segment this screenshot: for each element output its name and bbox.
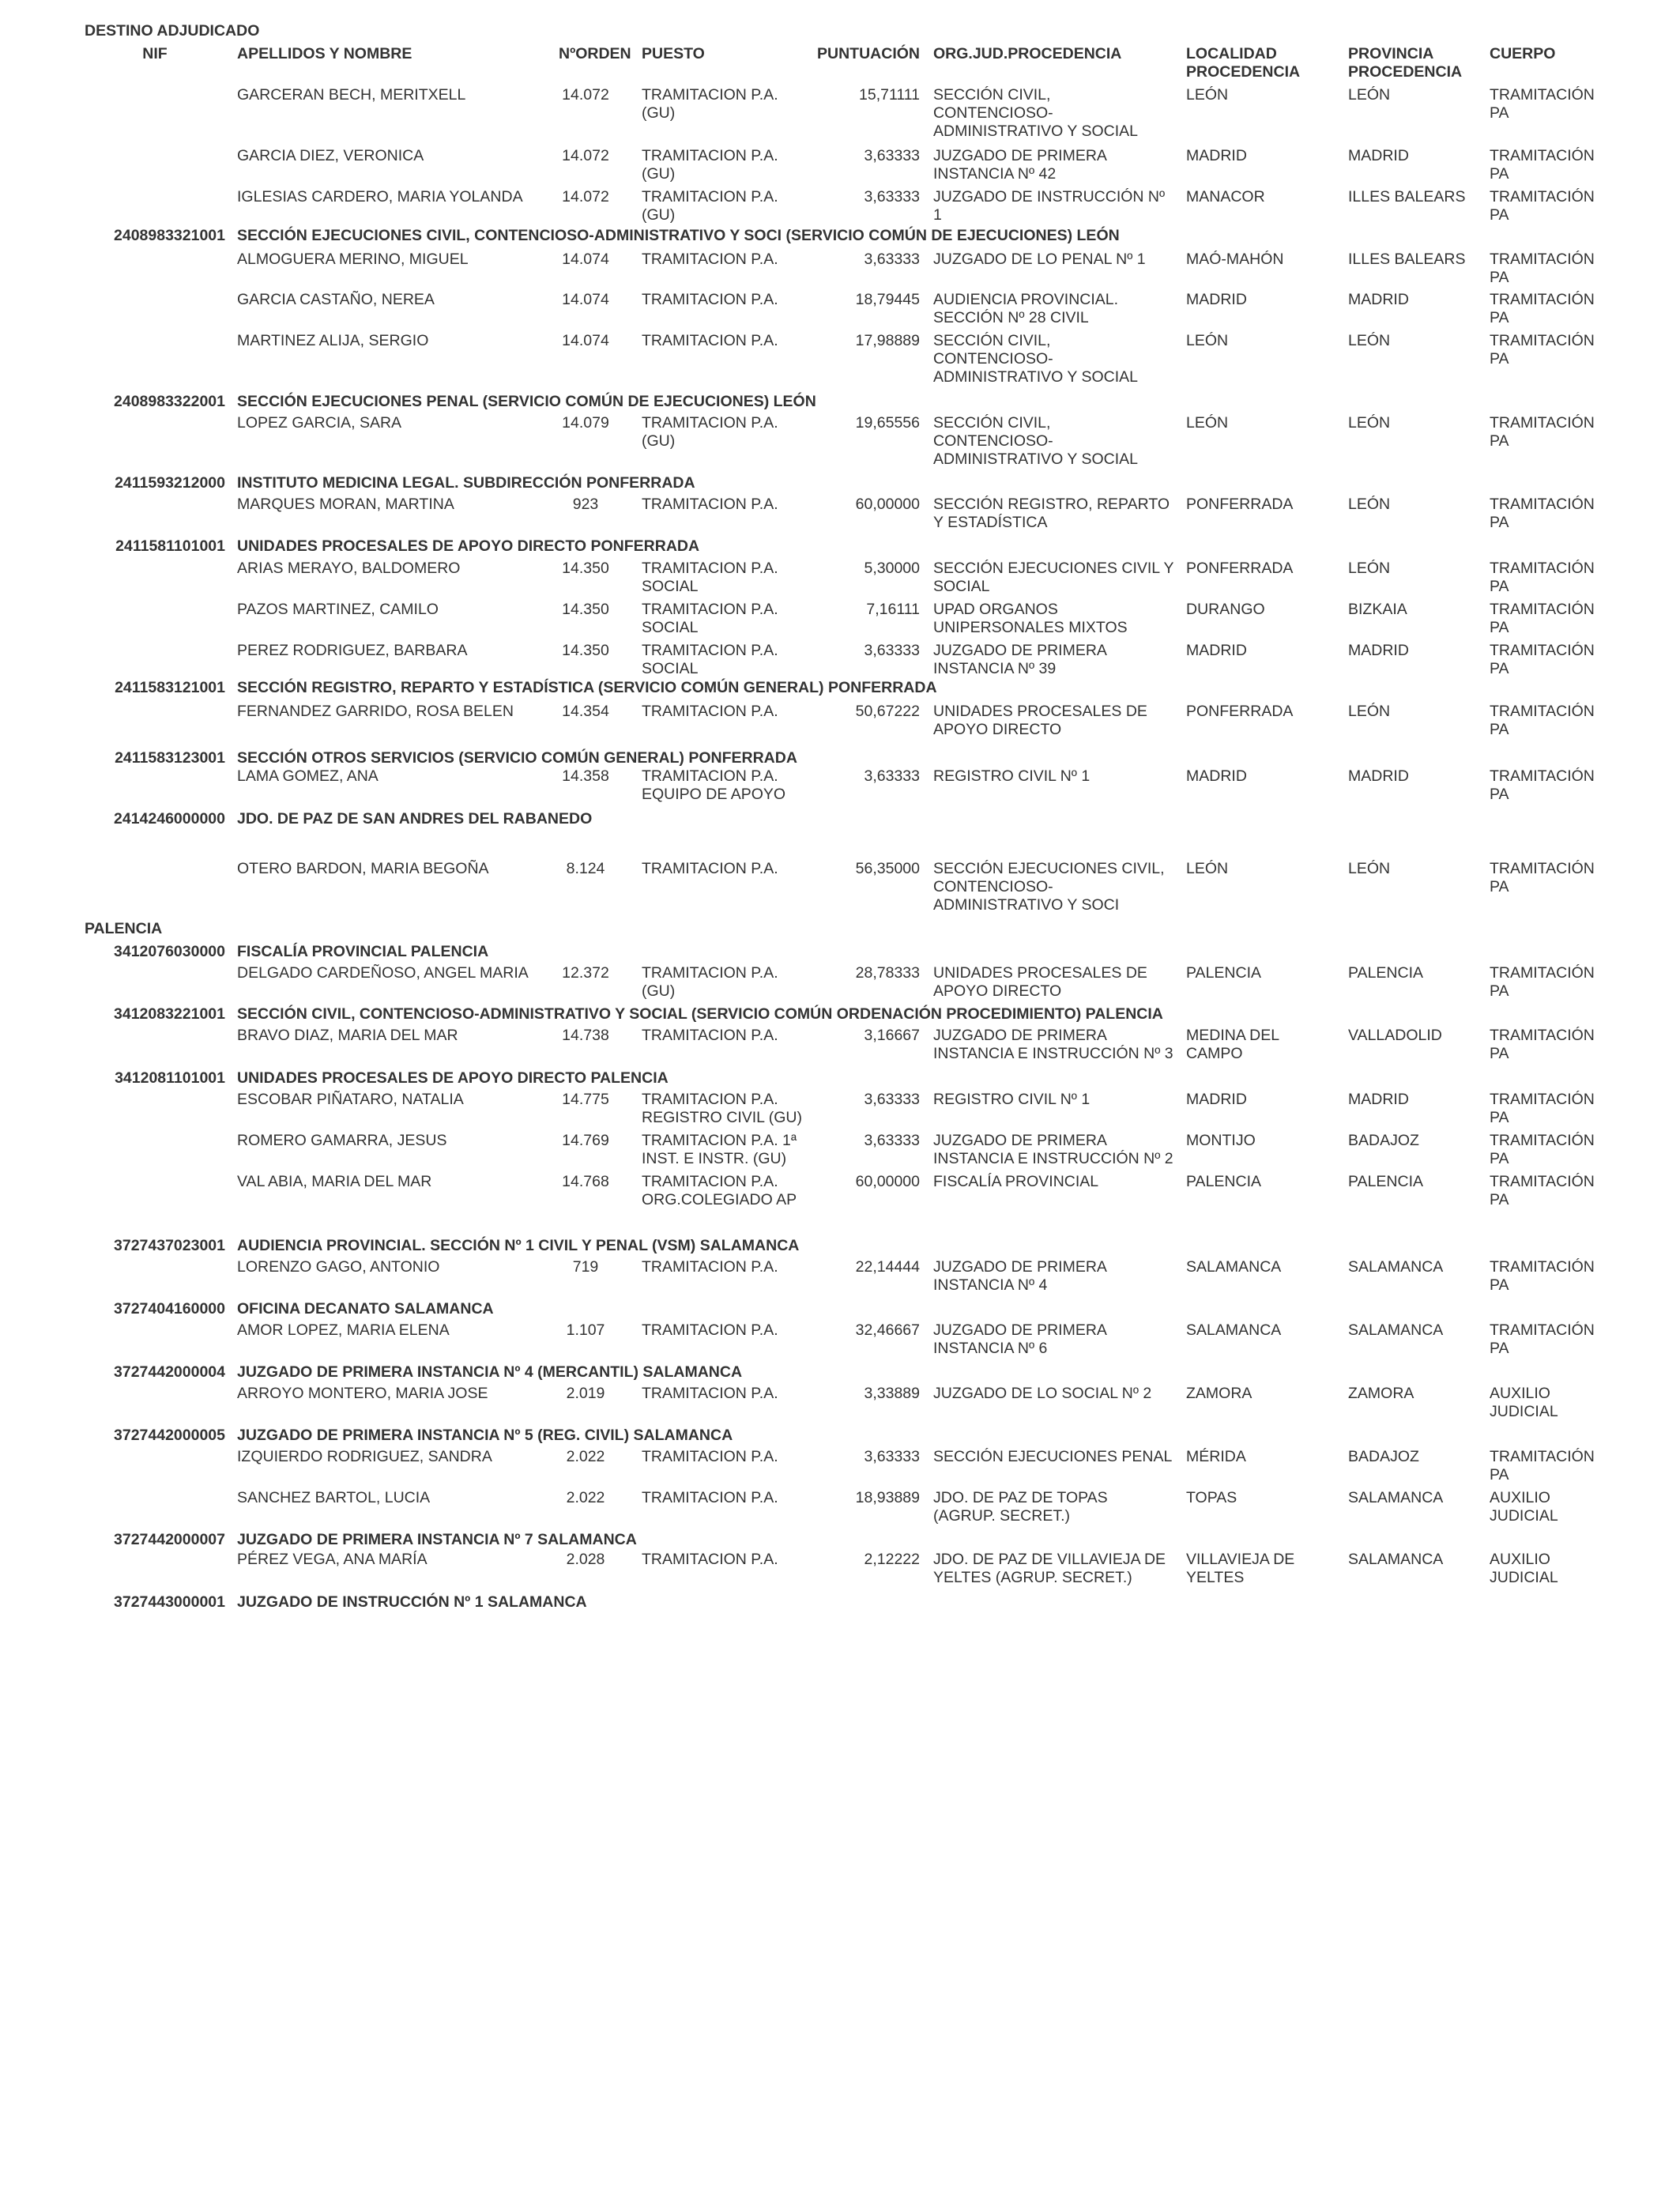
cell-cuerpo: TRAMITACIÓN PA — [1490, 147, 1595, 183]
destino-name: JUZGADO DE PRIMERA INSTANCIA Nº 4 (MERCANTIL) SALAMANCA — [237, 1363, 743, 1381]
cell-puesto: TRAMITACION P.A. (GU) — [642, 414, 778, 450]
cell-org: SECCIÓN CIVIL, CONTENCIOSO- ADMINISTRATIVO Y SOCIAL — [933, 332, 1138, 386]
cell-org: JUZGADO DE PRIMERA INSTANCIA E INSTRUCCIÓN Nº 2 — [933, 1132, 1173, 1167]
cell-localidad: VILLAVIEJA DE YELTES — [1186, 1551, 1295, 1586]
cell-org: AUDIENCIA PROVINCIAL. SECCIÓN Nº 28 CIVIL — [933, 291, 1119, 326]
cell-puesto: TRAMITACION P.A. — [642, 1448, 778, 1465]
cell-puntuacion: 19,65556 — [855, 414, 920, 432]
cell-puntuacion: 3,63333 — [864, 642, 920, 659]
cell-orden: 14.768 — [562, 1173, 609, 1190]
cell-orden: 14.079 — [562, 414, 609, 432]
destino-code: 3727442000004 — [114, 1363, 225, 1381]
cell-nombre: IGLESIAS CARDERO, MARIA YOLANDA — [237, 188, 523, 205]
cell-puntuacion: 3,33889 — [864, 1385, 920, 1402]
cell-orden: 1.107 — [566, 1321, 605, 1339]
cell-puesto: TRAMITACION P.A. — [642, 703, 778, 720]
cell-puesto: TRAMITACION P.A. SOCIAL — [642, 601, 778, 636]
cell-puntuacion: 15,71111 — [859, 86, 920, 104]
cell-puesto: TRAMITACION P.A. — [642, 496, 778, 513]
cell-orden: 14.350 — [562, 642, 609, 659]
column-header-puntuacion: PUNTUACIÓN — [817, 45, 920, 62]
cell-orden: 12.372 — [562, 964, 609, 982]
cell-cuerpo: TRAMITACIÓN PA — [1490, 332, 1595, 368]
cell-cuerpo: TRAMITACIÓN PA — [1490, 1173, 1595, 1208]
cell-provincia: VALLADOLID — [1348, 1027, 1442, 1044]
cell-localidad: PONFERRADA — [1186, 496, 1294, 513]
cell-orden: 14.072 — [562, 147, 609, 164]
cell-provincia: ZAMORA — [1348, 1385, 1414, 1402]
destino-code: 3727442000005 — [114, 1427, 225, 1444]
cell-puntuacion: 7,16111 — [866, 601, 920, 618]
cell-puesto: TRAMITACION P.A. (GU) — [642, 964, 778, 1000]
destino-name: SECCIÓN EJECUCIONES CIVIL, CONTENCIOSO-ADMINISTRATIVO Y SOCI (SERVICIO COMÚN DE EJECUCIONES) LEÓN — [237, 227, 1120, 244]
cell-puesto: TRAMITACION P.A. — [642, 1321, 778, 1339]
cell-cuerpo: AUXILIO JUDICIAL — [1490, 1551, 1558, 1586]
cell-provincia: LEÓN — [1348, 414, 1391, 432]
cell-puntuacion: 50,67222 — [855, 703, 920, 720]
cell-nombre: AMOR LOPEZ, MARIA ELENA — [237, 1321, 450, 1339]
cell-orden: 2.028 — [566, 1551, 605, 1568]
column-header-puesto: PUESTO — [642, 45, 705, 62]
cell-org: JUZGADO DE LO PENAL Nº 1 — [933, 251, 1146, 268]
cell-org: SECCIÓN REGISTRO, REPARTO Y ESTADÍSTICA — [933, 496, 1170, 531]
destino-name: INSTITUTO MEDICINA LEGAL. SUBDIRECCIÓN PONFERRADA — [237, 474, 695, 492]
cell-provincia: SALAMANCA — [1348, 1551, 1444, 1568]
cell-localidad: MEDINA DEL CAMPO — [1186, 1027, 1280, 1062]
cell-nombre: SANCHEZ BARTOL, LUCIA — [237, 1489, 431, 1506]
cell-puntuacion: 22,14444 — [855, 1258, 920, 1276]
cell-localidad: LEÓN — [1186, 860, 1229, 877]
cell-provincia: PALENCIA — [1348, 964, 1424, 982]
cell-puesto: TRAMITACION P.A. — [642, 1258, 778, 1276]
cell-nombre: PAZOS MARTINEZ, CAMILO — [237, 601, 439, 618]
cell-orden: 719 — [572, 1258, 599, 1276]
cell-cuerpo: TRAMITACIÓN PA — [1490, 291, 1595, 326]
cell-provincia: SALAMANCA — [1348, 1258, 1444, 1276]
cell-orden: 14.354 — [562, 703, 609, 720]
cell-localidad: MADRID — [1186, 642, 1247, 659]
cell-cuerpo: TRAMITACIÓN PA — [1490, 1321, 1595, 1357]
destino-name: SECCIÓN OTROS SERVICIOS (SERVICIO COMÚN GENERAL) PONFERRADA — [237, 749, 797, 767]
cell-org: JDO. DE PAZ DE TOPAS (AGRUP. SECRET.) — [933, 1489, 1108, 1525]
cell-cuerpo: TRAMITACIÓN PA — [1490, 188, 1595, 224]
cell-cuerpo: TRAMITACIÓN PA — [1490, 1448, 1595, 1483]
cell-nombre: ESCOBAR PIÑATARO, NATALIA — [237, 1091, 464, 1108]
cell-localidad: PONFERRADA — [1186, 703, 1294, 720]
destino-code: 3412083221001 — [114, 1005, 225, 1023]
cell-puntuacion: 32,46667 — [855, 1321, 920, 1339]
cell-puntuacion: 56,35000 — [855, 860, 920, 877]
destino-name: SECCIÓN CIVIL, CONTENCIOSO-ADMINISTRATIVO Y SOCIAL (SERVICIO COMÚN ORDENACIÓN PROCEDIMIENTO) PALENCIA — [237, 1005, 1163, 1023]
destino-code: 3727437023001 — [114, 1237, 225, 1254]
cell-localidad: MADRID — [1186, 291, 1247, 308]
cell-cuerpo: TRAMITACIÓN PA — [1490, 1258, 1595, 1294]
cell-org: JUZGADO DE LO SOCIAL Nº 2 — [933, 1385, 1152, 1402]
cell-orden: 14.072 — [562, 86, 609, 104]
cell-provincia: SALAMANCA — [1348, 1489, 1444, 1506]
cell-cuerpo: TRAMITACIÓN PA — [1490, 642, 1595, 677]
cell-nombre: IZQUIERDO RODRIGUEZ, SANDRA — [237, 1448, 492, 1465]
province-heading: PALENCIA — [85, 920, 163, 937]
cell-provincia: BADAJOZ — [1348, 1448, 1419, 1465]
cell-nombre: GARCIA DIEZ, VERONICA — [237, 147, 424, 164]
cell-localidad: LEÓN — [1186, 332, 1229, 349]
cell-orden: 14.350 — [562, 560, 609, 577]
destino-code: 3727404160000 — [114, 1300, 225, 1318]
cell-cuerpo: TRAMITACIÓN PA — [1490, 251, 1595, 286]
destino-name: AUDIENCIA PROVINCIAL. SECCIÓN Nº 1 CIVIL Y PENAL (VSM) SALAMANCA — [237, 1237, 800, 1254]
column-header-cuerpo: CUERPO — [1490, 45, 1556, 62]
cell-cuerpo: AUXILIO JUDICIAL — [1490, 1489, 1558, 1525]
cell-org: REGISTRO CIVIL Nº 1 — [933, 767, 1090, 785]
cell-cuerpo: TRAMITACIÓN PA — [1490, 860, 1595, 895]
column-header-localidad: LOCALIDAD PROCEDENCIA — [1186, 45, 1301, 81]
cell-nombre: LOPEZ GARCIA, SARA — [237, 414, 402, 432]
cell-provincia: LEÓN — [1348, 560, 1391, 577]
column-header-org: ORG.JUD.PROCEDENCIA — [933, 45, 1122, 62]
cell-puntuacion: 60,00000 — [855, 496, 920, 513]
cell-localidad: DURANGO — [1186, 601, 1265, 618]
cell-puesto: TRAMITACION P.A. — [642, 1385, 778, 1402]
cell-localidad: PALENCIA — [1186, 964, 1262, 982]
cell-nombre: LAMA GOMEZ, ANA — [237, 767, 379, 785]
cell-org: UPAD ORGANOS UNIPERSONALES MIXTOS — [933, 601, 1128, 636]
column-header-provincia: PROVINCIA PROCEDENCIA — [1348, 45, 1463, 81]
cell-provincia: LEÓN — [1348, 860, 1391, 877]
destino-code: 2414246000000 — [114, 810, 225, 827]
cell-nombre: MARQUES MORAN, MARTINA — [237, 496, 454, 513]
destino-code: 2411581101001 — [115, 537, 225, 555]
cell-cuerpo: TRAMITACIÓN PA — [1490, 601, 1595, 636]
cell-puntuacion: 3,63333 — [864, 767, 920, 785]
destino-name: SECCIÓN EJECUCIONES PENAL (SERVICIO COMÚN DE EJECUCIONES) LEÓN — [237, 393, 816, 410]
cell-cuerpo: TRAMITACIÓN PA — [1490, 1132, 1595, 1167]
destino-code: 3412076030000 — [114, 943, 225, 960]
destino-code: 2411583123001 — [115, 749, 225, 767]
cell-cuerpo: TRAMITACIÓN PA — [1490, 964, 1595, 1000]
cell-localidad: MADRID — [1186, 1091, 1247, 1108]
cell-nombre: ROMERO GAMARRA, JESUS — [237, 1132, 447, 1149]
cell-orden: 2.022 — [566, 1489, 605, 1506]
cell-cuerpo: TRAMITACIÓN PA — [1490, 414, 1595, 450]
cell-puesto: TRAMITACION P.A. — [642, 332, 778, 349]
cell-puesto: TRAMITACION P.A. — [642, 291, 778, 308]
cell-orden: 2.022 — [566, 1448, 605, 1465]
cell-puesto: TRAMITACION P.A. 1ª INST. E INSTR. (GU) — [642, 1132, 797, 1167]
cell-provincia: ILLES BALEARS — [1348, 188, 1466, 205]
cell-localidad: MADRID — [1186, 767, 1247, 785]
cell-nombre: DELGADO CARDEÑOSO, ANGEL MARIA — [237, 964, 529, 982]
cell-org: UNIDADES PROCESALES DE APOYO DIRECTO — [933, 703, 1147, 738]
cell-nombre: GARCERAN BECH, MERITXELL — [237, 86, 466, 104]
destino-name: UNIDADES PROCESALES DE APOYO DIRECTO PALENCIA — [237, 1069, 669, 1087]
cell-puesto: TRAMITACION P.A. — [642, 860, 778, 877]
cell-provincia: LEÓN — [1348, 496, 1391, 513]
cell-org: JDO. DE PAZ DE VILLAVIEJA DE YELTES (AGRUP. SECRET.) — [933, 1551, 1166, 1586]
cell-puntuacion: 17,98889 — [855, 332, 920, 349]
cell-orden: 14.775 — [562, 1091, 609, 1108]
cell-nombre: OTERO BARDON, MARIA BEGOÑA — [237, 860, 489, 877]
cell-orden: 14.738 — [562, 1027, 609, 1044]
cell-nombre: LORENZO GAGO, ANTONIO — [237, 1258, 440, 1276]
cell-cuerpo: TRAMITACIÓN PA — [1490, 1027, 1595, 1062]
cell-puesto: TRAMITACION P.A. (GU) — [642, 86, 778, 122]
cell-provincia: MADRID — [1348, 147, 1409, 164]
cell-puesto: TRAMITACION P.A. — [642, 1489, 778, 1506]
cell-localidad: ZAMORA — [1186, 1385, 1252, 1402]
cell-puntuacion: 18,79445 — [855, 291, 920, 308]
cell-puntuacion: 60,00000 — [855, 1173, 920, 1190]
cell-org: JUZGADO DE PRIMERA INSTANCIA Nº 39 — [933, 642, 1107, 677]
destino-code: 3727443000001 — [114, 1593, 225, 1611]
cell-provincia: BADAJOZ — [1348, 1132, 1419, 1149]
cell-puntuacion: 3,16667 — [864, 1027, 920, 1044]
cell-provincia: MADRID — [1348, 642, 1409, 659]
cell-nombre: ARIAS MERAYO, BALDOMERO — [237, 560, 461, 577]
cell-puntuacion: 3,63333 — [864, 251, 920, 268]
cell-nombre: ALMOGUERA MERINO, MIGUEL — [237, 251, 469, 268]
cell-puntuacion: 3,63333 — [864, 147, 920, 164]
cell-localidad: MADRID — [1186, 147, 1247, 164]
cell-org: SECCIÓN EJECUCIONES CIVIL Y SOCIAL — [933, 560, 1174, 595]
cell-provincia: ILLES BALEARS — [1348, 251, 1466, 268]
cell-orden: 14.350 — [562, 601, 609, 618]
cell-puntuacion: 18,93889 — [855, 1489, 920, 1506]
destino-name: SECCIÓN REGISTRO, REPARTO Y ESTADÍSTICA (SERVICIO COMÚN GENERAL) PONFERRADA — [237, 679, 937, 696]
cell-cuerpo: TRAMITACIÓN PA — [1490, 560, 1595, 595]
destino-name: UNIDADES PROCESALES DE APOYO DIRECTO PONFERRADA — [237, 537, 700, 555]
cell-orden: 8.124 — [566, 860, 605, 877]
cell-provincia: PALENCIA — [1348, 1173, 1424, 1190]
cell-localidad: MÉRIDA — [1186, 1448, 1246, 1465]
cell-nombre: MARTINEZ ALIJA, SERGIO — [237, 332, 429, 349]
cell-puesto: TRAMITACION P.A. EQUIPO DE APOYO — [642, 767, 786, 803]
column-header-nombre: APELLIDOS Y NOMBRE — [237, 45, 412, 62]
cell-nombre: VAL ABIA, MARIA DEL MAR — [237, 1173, 432, 1190]
cell-localidad: PONFERRADA — [1186, 560, 1294, 577]
cell-puntuacion: 2,12222 — [864, 1551, 920, 1568]
cell-orden: 14.074 — [562, 251, 609, 268]
cell-localidad: MONTIJO — [1186, 1132, 1256, 1149]
cell-puesto: TRAMITACION P.A. REGISTRO CIVIL (GU) — [642, 1091, 802, 1126]
cell-cuerpo: TRAMITACIÓN PA — [1490, 86, 1595, 122]
cell-org: JUZGADO DE INSTRUCCIÓN Nº 1 — [933, 188, 1166, 224]
cell-nombre: ARROYO MONTERO, MARIA JOSE — [237, 1385, 488, 1402]
cell-localidad: SALAMANCA — [1186, 1258, 1282, 1276]
destino-code: 2408983321001 — [114, 227, 225, 244]
cell-puntuacion: 5,30000 — [864, 560, 920, 577]
cell-org: JUZGADO DE PRIMERA INSTANCIA Nº 42 — [933, 147, 1107, 183]
column-header-nif: NIF — [142, 45, 168, 62]
cell-cuerpo: TRAMITACIÓN PA — [1490, 767, 1595, 803]
cell-provincia: MADRID — [1348, 291, 1409, 308]
cell-provincia: SALAMANCA — [1348, 1321, 1444, 1339]
cell-orden: 14.358 — [562, 767, 609, 785]
cell-cuerpo: TRAMITACIÓN PA — [1490, 703, 1595, 738]
cell-cuerpo: TRAMITACIÓN PA — [1490, 1091, 1595, 1126]
destino-name: JUZGADO DE INSTRUCCIÓN Nº 1 SALAMANCA — [237, 1593, 587, 1611]
cell-puesto: TRAMITACION P.A. SOCIAL — [642, 642, 778, 677]
cell-nombre: FERNANDEZ GARRIDO, ROSA BELEN — [237, 703, 514, 720]
cell-puesto: TRAMITACION P.A. — [642, 1027, 778, 1044]
cell-orden: 14.072 — [562, 188, 609, 205]
destino-name: FISCALÍA PROVINCIAL PALENCIA — [237, 943, 489, 960]
cell-org: SECCIÓN EJECUCIONES CIVIL, CONTENCIOSO- ADMINISTRATIVO Y SOCI — [933, 860, 1165, 914]
cell-localidad: SALAMANCA — [1186, 1321, 1282, 1339]
cell-puntuacion: 3,63333 — [864, 1132, 920, 1149]
cell-orden: 14.074 — [562, 291, 609, 308]
cell-puntuacion: 3,63333 — [864, 188, 920, 205]
cell-puesto: TRAMITACION P.A. (GU) — [642, 188, 778, 224]
cell-org: JUZGADO DE PRIMERA INSTANCIA Nº 4 — [933, 1258, 1107, 1294]
destino-code: 3412081101001 — [115, 1069, 225, 1087]
cell-localidad: LEÓN — [1186, 414, 1229, 432]
cell-orden: 14.769 — [562, 1132, 609, 1149]
cell-org: JUZGADO DE PRIMERA INSTANCIA Nº 6 — [933, 1321, 1107, 1357]
cell-orden: 923 — [572, 496, 599, 513]
destino-name: JDO. DE PAZ DE SAN ANDRES DEL RABANEDO — [237, 810, 593, 827]
cell-localidad: MANACOR — [1186, 188, 1265, 205]
cell-provincia: MADRID — [1348, 1091, 1409, 1108]
cell-cuerpo: TRAMITACIÓN PA — [1490, 496, 1595, 531]
destino-code: 2408983322001 — [114, 393, 225, 410]
destino-code: 2411583121001 — [115, 679, 225, 696]
cell-org: FISCALÍA PROVINCIAL — [933, 1173, 1099, 1190]
cell-provincia: BIZKAIA — [1348, 601, 1407, 618]
cell-provincia: LEÓN — [1348, 86, 1391, 104]
cell-puntuacion: 28,78333 — [855, 964, 920, 982]
cell-puesto: TRAMITACION P.A. ORG.COLEGIADO AP — [642, 1173, 797, 1208]
cell-localidad: MAÓ-MAHÓN — [1186, 251, 1284, 268]
cell-nombre: BRAVO DIAZ, MARIA DEL MAR — [237, 1027, 458, 1044]
cell-nombre: GARCIA CASTAÑO, NEREA — [237, 291, 435, 308]
column-header-orden: NºORDEN — [559, 45, 631, 62]
cell-localidad: PALENCIA — [1186, 1173, 1262, 1190]
cell-puesto: TRAMITACION P.A. — [642, 251, 778, 268]
cell-localidad: TOPAS — [1186, 1489, 1237, 1506]
cell-org: SECCIÓN EJECUCIONES PENAL — [933, 1448, 1173, 1465]
cell-puntuacion: 3,63333 — [864, 1091, 920, 1108]
cell-puesto: TRAMITACION P.A. (GU) — [642, 147, 778, 183]
cell-nombre: PÉREZ VEGA, ANA MARÍA — [237, 1551, 428, 1568]
cell-puesto: TRAMITACION P.A. — [642, 1551, 778, 1568]
cell-provincia: LEÓN — [1348, 703, 1391, 720]
cell-orden: 2.019 — [566, 1385, 605, 1402]
destino-name: JUZGADO DE PRIMERA INSTANCIA Nº 5 (REG. CIVIL) SALAMANCA — [237, 1427, 733, 1444]
cell-org: REGISTRO CIVIL Nº 1 — [933, 1091, 1090, 1108]
cell-localidad: LEÓN — [1186, 86, 1229, 104]
cell-org: SECCIÓN CIVIL, CONTENCIOSO- ADMINISTRATIVO Y SOCIAL — [933, 86, 1138, 140]
cell-org: JUZGADO DE PRIMERA INSTANCIA E INSTRUCCIÓN Nº 3 — [933, 1027, 1173, 1062]
cell-org: UNIDADES PROCESALES DE APOYO DIRECTO — [933, 964, 1147, 1000]
cell-nombre: PEREZ RODRIGUEZ, BARBARA — [237, 642, 468, 659]
destino-name: JUZGADO DE PRIMERA INSTANCIA Nº 7 SALAMANCA — [237, 1531, 637, 1548]
cell-cuerpo: AUXILIO JUDICIAL — [1490, 1385, 1558, 1420]
document-title: DESTINO ADJUDICADO — [85, 22, 260, 40]
destino-code: 2411593212000 — [115, 474, 225, 492]
destino-name: OFICINA DECANATO SALAMANCA — [237, 1300, 494, 1318]
destino-code: 3727442000007 — [114, 1531, 225, 1548]
cell-orden: 14.074 — [562, 332, 609, 349]
cell-provincia: MADRID — [1348, 767, 1409, 785]
cell-org: SECCIÓN CIVIL, CONTENCIOSO- ADMINISTRATIVO Y SOCIAL — [933, 414, 1138, 468]
cell-puesto: TRAMITACION P.A. SOCIAL — [642, 560, 778, 595]
cell-puntuacion: 3,63333 — [864, 1448, 920, 1465]
cell-provincia: LEÓN — [1348, 332, 1391, 349]
